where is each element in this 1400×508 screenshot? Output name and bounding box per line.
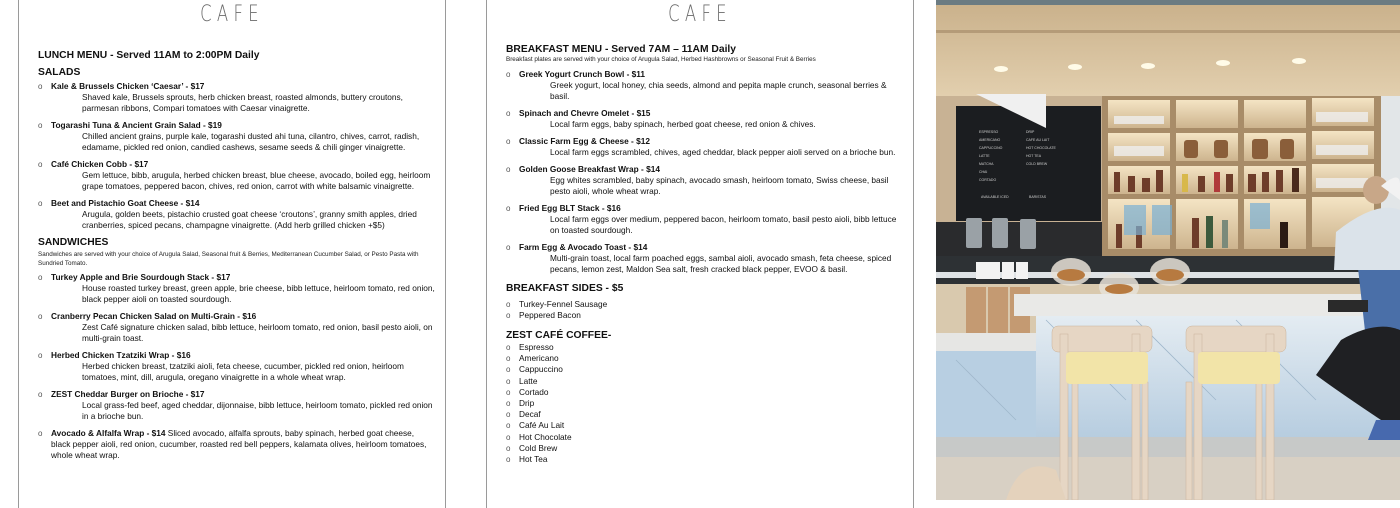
lunch-menu-content — [38, 50, 435, 467]
list-item — [506, 454, 903, 465]
menu-item-description: Chilled ancient grains, purple kale, togarashi dusted ahi tuna, cilantro, chives, carrot, radish, edamame, pickled red onion, candied cashews, sesame seeds & chili ginger vinaigrette. — [82, 131, 420, 152]
bullet-icon: o — [506, 203, 511, 213]
list-item-label: Hot Tea — [519, 454, 548, 465]
menu-item — [38, 159, 435, 192]
bullet-icon: o — [506, 432, 511, 442]
breakfast-note: Breakfast plates are served with your choice of Arugula Salad, Herbed Hashbrowns or Seasonal Fruit & Berries — [506, 56, 816, 63]
board-text: HOT CHOCOLATE — [1026, 146, 1056, 150]
menu-item — [38, 81, 435, 114]
menu-item-name: Cranberry Pecan Chicken Salad on Multi-Grain - $16 — [51, 311, 257, 322]
menu-item-description: House roasted turkey breast, green apple, brie cheese, bibb lettuce, heirloom tomato, red onion, black pepper aioli on toasted sourdough. — [82, 283, 435, 305]
bullet-icon: o — [506, 387, 511, 397]
sandwiches-list — [38, 272, 435, 461]
board-text: MATCHA — [979, 162, 994, 166]
list-item-label: Latte — [519, 375, 538, 386]
list-item — [506, 398, 903, 409]
menu-item — [38, 389, 435, 422]
menu-item — [506, 242, 903, 275]
list-item — [506, 364, 903, 375]
bullet-icon: o — [38, 312, 43, 322]
lunch-menu-page — [18, 0, 446, 508]
board-text: DRIP — [1026, 130, 1035, 134]
board-text: ESPRESSO — [979, 130, 999, 134]
bullet-icon: o — [506, 421, 511, 431]
list-item — [506, 376, 903, 387]
menu-item-description: Arugula, golden beets, pistachio crusted goat cheese ‘croutons’, granny smith apples, dried cranberries, spiced pecans, champagne vinaigrette. (Add herb grilled chicken +$5) — [82, 209, 417, 230]
menu-item-name: Café Chicken Cobb - $17 — [51, 159, 149, 169]
list-item-label: Decaf — [519, 409, 541, 420]
menu-item — [38, 428, 435, 461]
bullet-icon: o — [506, 164, 511, 174]
bullet-icon: o — [38, 121, 43, 130]
bullet-icon: o — [38, 351, 43, 361]
board-text: COLD BREW — [1026, 162, 1048, 166]
bullet-icon: o — [506, 108, 511, 118]
bullet-icon: o — [506, 242, 511, 252]
list-item — [506, 353, 903, 364]
menu-item-description: Local grass-fed beef, aged cheddar, dijonnaise, bibb lettuce, heirloom tomato, pickled red onion in a brioche bun. — [82, 400, 433, 422]
menu-item-description: Local farm eggs over medium, peppered bacon, heirloom tomato, basil pesto aioli, bibb lettuce on toasted sourdough. — [550, 213, 897, 235]
board-text: LATTE — [979, 154, 990, 158]
coffee-list — [506, 342, 903, 465]
bullet-icon: o — [38, 199, 43, 208]
breakfast-sides-list — [506, 299, 903, 321]
bullet-icon: o — [506, 455, 511, 465]
menu-item — [38, 311, 435, 344]
bullet-icon: o — [38, 273, 43, 283]
bullet-icon: o — [38, 390, 43, 400]
list-item-label: Cappuccino — [519, 364, 563, 375]
cafe-interior-photo — [936, 0, 1400, 500]
list-item-label: Espresso — [519, 342, 554, 352]
board-text: CORTADO — [979, 178, 997, 182]
bullet-icon: o — [506, 365, 511, 375]
bullet-icon: o — [506, 399, 511, 409]
bullet-icon: o — [506, 69, 511, 79]
list-item-label: Drip — [519, 398, 535, 409]
lunch-menu-title: LUNCH MENU - Served 11AM to 2:00PM Daily — [38, 50, 260, 61]
list-item — [506, 387, 903, 398]
menu-item-name: Farm Egg & Avocado Toast - $14 — [519, 241, 648, 252]
menu-item-name: ZEST Cheddar Burger on Brioche - $17 — [51, 389, 205, 400]
board-text: HOT TEA — [1026, 154, 1042, 158]
breakfast-menu-title: BREAKFAST MENU - Served 7AM – 11AM Daily — [506, 44, 737, 55]
menu-item-name: Greek Yogurt Crunch Bowl - $11 — [519, 68, 646, 79]
menu-item — [506, 69, 903, 102]
list-item — [506, 420, 903, 431]
menu-item — [38, 272, 435, 305]
menu-item-description: Greek yogurt, local honey, chia seeds, almond and pepita maple crunch, seasonal berries & basil. — [550, 79, 887, 101]
board-text: AMERICANO — [979, 138, 1001, 142]
menu-item-description: Multi-grain toast, local farm poached eggs, sambal aioli, avocado smash, feta cheese, spiced pecans, lemon zest, Maldon Sea salt, fresh cracked black pepper, EVOO & basil. — [550, 252, 892, 274]
menu-item — [506, 136, 903, 158]
menu-item-name: Herbed Chicken Tzatziki Wrap - $16 — [51, 350, 191, 361]
list-item — [506, 443, 903, 454]
breakfast-menu-page — [486, 0, 914, 508]
menu-item-description: Egg whites scrambled, baby spinach, avocado smash, heirloom tomato, Swiss cheese, basil pesto aioli, whole wheat wrap. — [550, 174, 889, 196]
list-item-label: Cold Brew — [519, 442, 558, 453]
menu-item — [38, 350, 435, 383]
salads-heading: SALADS — [38, 67, 81, 78]
menu-item-name: Golden Goose Breakfast Wrap - $14 — [519, 163, 660, 174]
menu-item-name: Togarashi Tuna & Ancient Grain Salad - $19 — [51, 120, 222, 130]
breakfast-sides-heading: BREAKFAST SIDES - $5 — [506, 282, 624, 294]
menu-item-name: Classic Farm Egg & Cheese - $12 — [519, 135, 650, 146]
menu-item — [506, 164, 903, 197]
menu-item — [506, 203, 903, 236]
menu-item-name: Avocado & Alfalfa Wrap - $14 — [51, 428, 166, 439]
menu-item — [38, 198, 435, 231]
menu-item-description: Local farm eggs scrambled, chives, aged cheddar, black pepper aioli served on a brioche bun. — [550, 146, 896, 157]
list-item-label: Turkey-Fennel Sausage — [519, 298, 608, 309]
bullet-icon: o — [506, 443, 511, 453]
menu-item — [38, 120, 435, 153]
breakfast-menu-content — [506, 44, 903, 469]
menu-item-name: Beet and Pistachio Goat Cheese - $14 — [51, 198, 200, 208]
cafe-logo: CAFE — [200, 2, 264, 27]
menu-item-name: Turkey Apple and Brie Sourdough Stack - $17 — [51, 272, 231, 283]
board-text: CHAI — [979, 170, 988, 174]
salads-list — [38, 81, 435, 231]
board-text: AVAILABLE ICED — [981, 195, 1009, 199]
list-item-label: Café Au Lait — [519, 420, 565, 431]
bullet-icon: o — [506, 343, 511, 352]
bullet-icon: o — [38, 429, 43, 439]
list-item-label: Americano — [519, 353, 559, 364]
bullet-icon: o — [506, 410, 511, 420]
menu-item-description: Gem lettuce, bibb, arugula, herbed chicken breast, blue cheese, avocado, boiled egg, heirloom grape tomatoes, peppered bacon, chives, red onion, carrot with white balsamic vinaigrette. — [82, 170, 431, 191]
list-item-label: Cortado — [519, 386, 549, 397]
sandwiches-heading: SANDWICHES — [38, 237, 109, 248]
list-item — [506, 310, 903, 321]
list-item — [506, 409, 903, 420]
menu-item-description: Shaved kale, Brussels sprouts, herb chicken breast, roasted almonds, buttery croutons, parmesan ribbons, Compari tomatoes with Caesar vinaigrette. — [82, 92, 403, 113]
list-item — [506, 299, 903, 310]
bullet-icon: o — [506, 354, 511, 364]
bullet-icon: o — [506, 136, 511, 146]
sandwiches-note: Sandwiches are served with your choice of Arugula Salad, Seasonal fruit & Berries, Mediterranean Cucumber Salad, or Pesto Pasta with Sundried Tomato. — [38, 251, 419, 267]
board-text: BARISTAS — [1029, 195, 1047, 199]
bullet-icon: o — [38, 82, 43, 91]
menu-item-name: Kale & Brussels Chicken ‘Caesar’ - $17 — [51, 81, 205, 91]
bullet-icon: o — [38, 160, 43, 169]
list-item-label: Peppered Bacon — [519, 309, 581, 320]
menu-item-description: Herbed chicken breast, tzatziki aioli, feta cheese, cucumber, pickled red onion, heirloom tomatoes, mint, dill, arugula, oregano vinaigrette in a whole wheat wrap. — [82, 361, 404, 383]
bullet-icon: o — [506, 310, 511, 320]
menu-item-description: Zest Café signature chicken salad, bibb lettuce, heirloom tomato, red onion, basil pesto aioli, on multi-grain toast. — [82, 322, 433, 344]
breakfast-items-list — [506, 69, 903, 275]
menu-item-description: Sliced avocado, alfalfa sprouts, baby spinach, herbed goat cheese, black pepper aioli, red onion, cucumber, roasted red bell peppers, kalamata olives, heirloom tomatoes, whole wheat wrap. — [51, 428, 427, 461]
cafe-logo: CAFE — [668, 2, 732, 27]
board-text: CAFE AU LAIT — [1026, 138, 1050, 142]
coffee-heading: ZEST CAFÉ COFFEE- — [506, 330, 612, 341]
bullet-icon: o — [506, 376, 511, 386]
menu-item-description: Local farm eggs, baby spinach, herbed goat cheese, red onion & chives. — [550, 118, 816, 129]
list-item — [506, 432, 903, 443]
board-text: CAPPUCCINO — [979, 146, 1003, 150]
bullet-icon: o — [506, 299, 511, 309]
list-item-label: Hot Chocolate — [519, 431, 572, 442]
list-item — [506, 342, 903, 353]
menu-item-name: Fried Egg BLT Stack - $16 — [519, 202, 621, 213]
menu-item — [506, 108, 903, 130]
menu-item-name: Spinach and Chevre Omelet - $15 — [519, 107, 651, 118]
